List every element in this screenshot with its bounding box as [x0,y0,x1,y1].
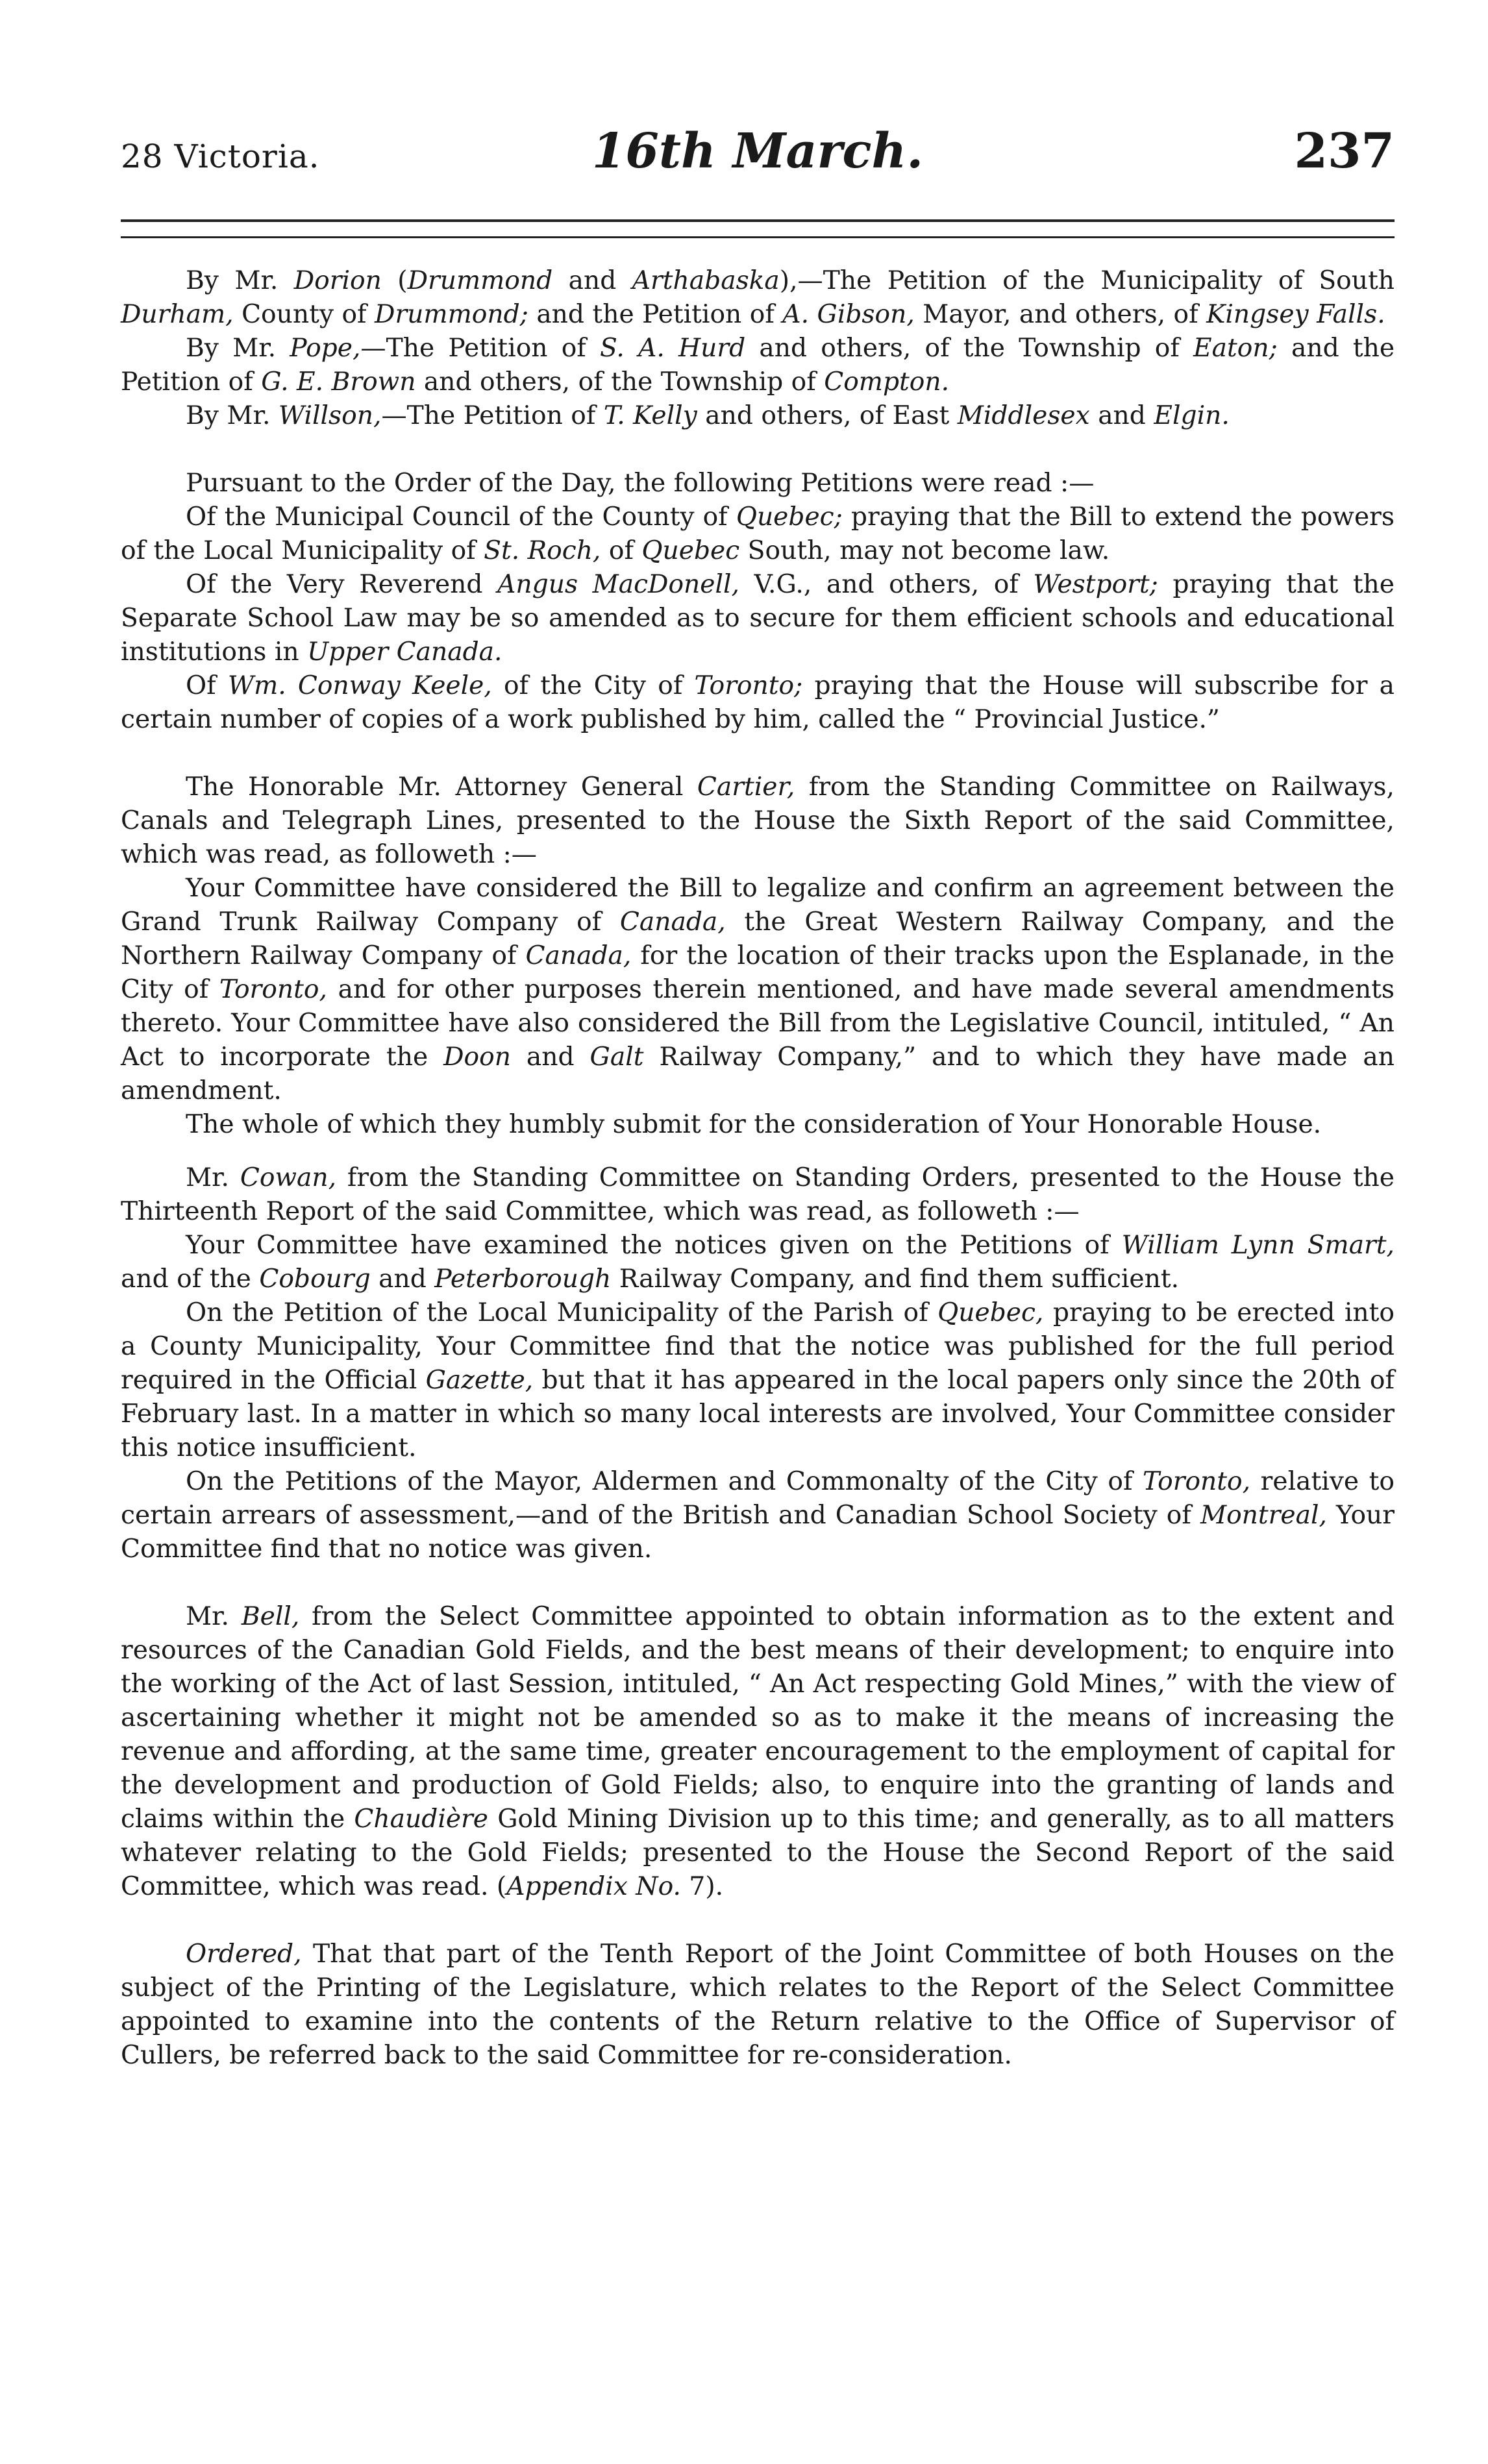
section-gap [121,737,1395,770]
regnal-year: 28 Victoria. [121,138,320,175]
paragraph-toronto-arrears: On the Petitions of the Mayor, Aldermen and Commonalty of the City of Toronto, relative to certain arrears of assessment,—and of the British and Canadian School Society of Montreal, Your Committee find that no notice was given. [121,1467,1395,1564]
section-gap [121,1904,1395,1938]
paragraph-quebec-council: Of the Municipal Council of the County of Quebec; praying that the Bill to extend the powers of the Local Municipality of St. Roch, of Quebec South, may not become law. [121,502,1395,565]
page-header [121,123,1395,201]
paragraph-petition-pope: By Mr. Pope,—The Petition of S. A. Hurd and others, of the Township of Eaton; and the Petition of G. E. Brown and others, of the Township of Compton. [121,334,1395,397]
paragraph-macdonell: Of the Very Reverend Angus MacDonell, V.G., and others, of Westport; praying that the Separate School Law may be so amended as to secure for them efficient schools and educational institutions in Upper Canada. [121,570,1395,667]
paragraph-order-of-day: Pursuant to the Order of the Day, the following Petitions were read :— [186,469,1095,498]
page-date: 16th March. [591,123,924,179]
section-gap [121,433,1395,467]
paragraph-railway-report: Your Committee have considered the Bill to legalize and confirm an agreement between the Grand Trunk Railway Company of Canada, the Great Western Railway Company, and the Northern Railway Company of Canada, for the location of their tracks upon the Esplanade, in the City of Toronto, and for other purposes therein mentioned, and have made several amendments thereto. Your Committee have also considered the Bill from the Legislative Council, intituled, “ An Act to incorporate the Doon and Galt Railway Company,” and to which they have made an amendment. [121,874,1395,1105]
paragraph-railway-committee: The Honorable Mr. Attorney General Cartier, from the Standing Committee on Railways, Canals and Telegraph Lines, presented to the House the Sixth Report of the said Committee, which was read, as followeth :— [121,772,1395,869]
section-gap [121,1566,1395,1600]
paragraph-petition-willson: By Mr. Willson,—The Petition of T. Kelly and others, of East Middlesex and Elgin. [186,401,1230,430]
paragraph-ordered-printing: Ordered, That that part of the Tenth Report of the Joint Committee of both Houses on the subject of the Printing of the Legislature, which relates to the Report of the Select Committee appointed to examine into the contents of the Return relative to the Office of Supervisor of Cullers, be referred back to the said Committee for re-consideration. [121,1940,1395,2070]
paragraph-humbly-submit: The whole of which they humbly submit for the consideration of Your Honorable House. [186,1110,1322,1139]
paragraph-gold-fields: Mr. Bell, from the Select Committee appointed to obtain information as to the extent and resources of the Canadian Gold Fields, and the best means of their development; to enquire into the working of the Act of last Session, intituled, “ An Act respecting Gold Mines,” with the view of ascertaining whether it might not be amended so as to make it the means of increasing the revenue and affording, at the same time, greater encouragement to the employment of capital for the development and production of Gold Fields; also, to enquire into the granting of lands and claims within the Chaudière Gold Mining Division up to this time; and generally, as to all matters whatever relating to the Gold Fields; presented to the House the Second Report of the said Committee, which was read. (Appendix No. 7). [121,1602,1395,1901]
journal-page [121,123,1395,2073]
journal-body [121,264,1395,2073]
paragraph-notices-sufficient: Your Committee have examined the notices given on the Petitions of William Lynn Smart, and of the Cobourg and Peterborough Railway Company, and find them sufficient. [121,1231,1395,1294]
paragraph-parish-quebec: On the Petition of the Local Municipality of the Parish of Quebec, praying to be erected into a County Municipality, Your Committee find that the notice was published for the full period required in the Official Gazette, but that it has appeared in the local papers only since the 20th of February last. In a matter in which so many local interests are involved, Your Committee consider this notice insufficient. [121,1298,1395,1462]
paragraph-standing-orders: Mr. Cowan, from the Standing Committee on Standing Orders, presented to the House the Thirteenth Report of the said Committee, which was read, as followeth :— [121,1163,1395,1226]
page-number: 237 [1294,123,1395,179]
section-gap [121,1142,1395,1161]
header-double-rule [121,219,1395,238]
paragraph-keele: Of Wm. Conway Keele, of the City of Toronto; praying that the House will subscribe for a certain number of copies of a work published by him, called the “ Provincial Justice.” [121,671,1395,734]
paragraph-petition-dorion: By Mr. Dorion (Drummond and Arthabaska),—The Petition of the Municipality of South Durham, County of Drummond; and the Petition of A. Gibson, Mayor, and others, of Kingsey Falls. [121,266,1395,329]
